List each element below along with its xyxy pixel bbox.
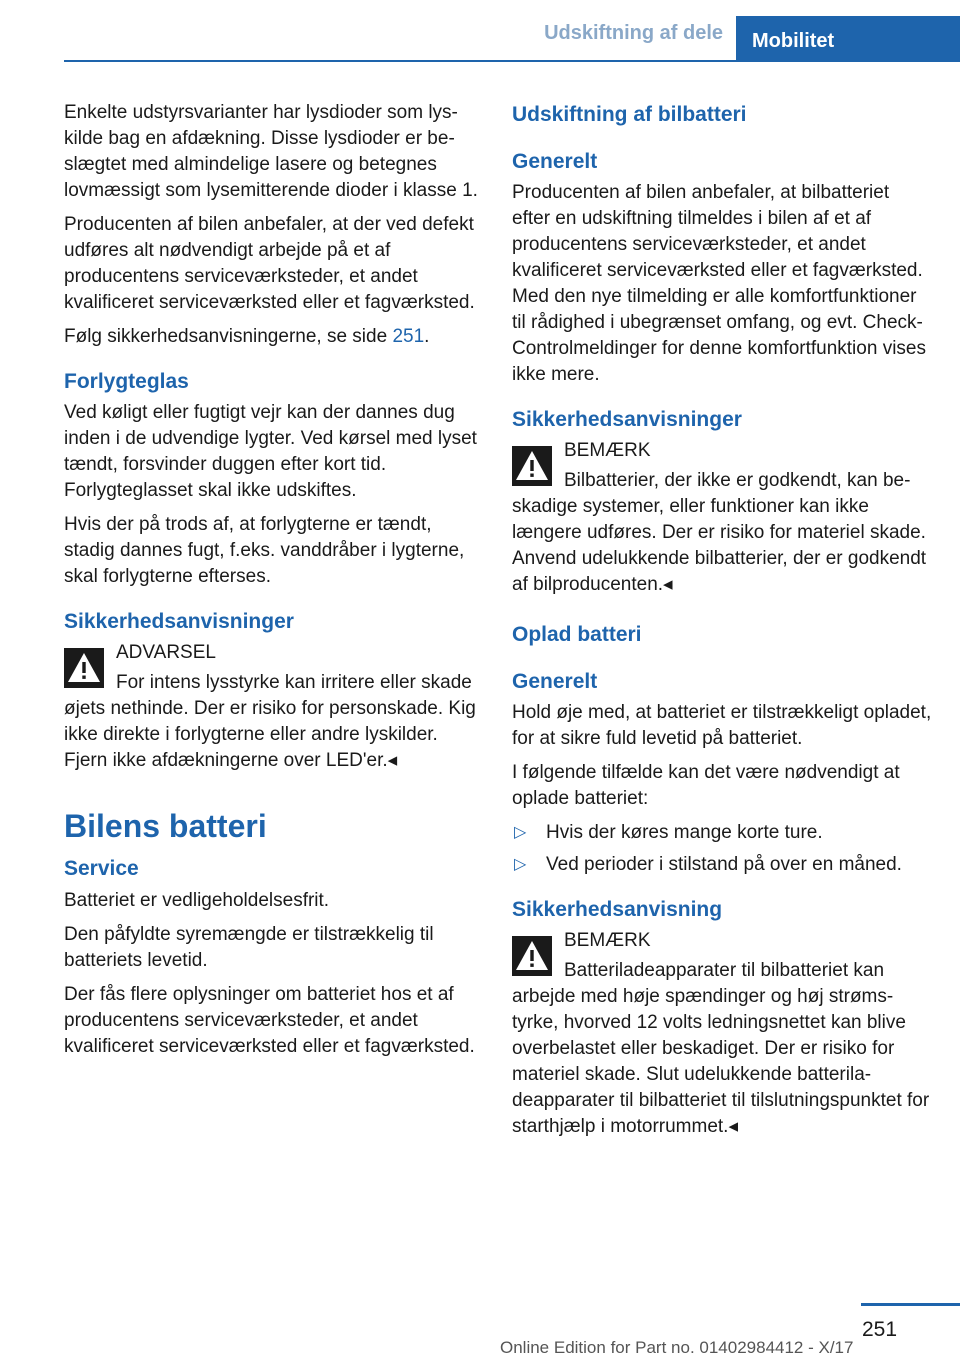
notice-box: [512, 928, 932, 1140]
warning-text: For intens lysstyrke kan irritere eller skade øjets nethinde. Der er risiko for personskade. Kig ikke direkte i forlygterne eller andre lyskilder. Fjern ikke afdækningerne over LED'er.◂: [64, 672, 476, 771]
subheading-service: Service: [64, 857, 139, 880]
page-number: 251: [862, 1318, 898, 1341]
paragraph: Hvis der på trods af, at forlygterne er tændt, stadig dannes fugt, f.eks. vanddråber i lygterne, skal forlygterne efterses.: [64, 514, 465, 587]
paragraph: Batteriet er vedligeholdelsesfrit.: [64, 890, 330, 911]
subheading-general: Generelt: [512, 150, 598, 173]
paragraph: Hold øje med, at batteriet er tilstrækkeligt opladet, for at sikre fuld levetid på batteriet.: [512, 702, 932, 749]
paragraph: Producenten af bilen anbefaler, at bilbatteriet efter en udskiftning tilmeldes i bilen af et af producentens serviceværksteder, et andet kvalificeret serviceværksted eller et fagværksted. Med den nye tilmelding er alle komfortfunktioner til rådighed i ubegrænset omfang, og evt. Check-Controlmeldinger for denne komfortfunktion vises ikke mere.: [512, 182, 926, 385]
triangle-bullet-icon: ▷: [514, 824, 527, 841]
notice-title: BEMÆRK: [564, 440, 651, 461]
header-section-title: Udskiftning af dele: [544, 22, 723, 44]
bullet-list: [512, 820, 932, 878]
page-header: [0, 0, 960, 62]
subheading-general: Generelt: [512, 670, 598, 693]
list-item: [512, 852, 932, 878]
heading-replace-battery: Udskiftning af bilbatteri: [512, 103, 747, 126]
page-reference-link[interactable]: 251: [392, 326, 425, 347]
warning-triangle-icon: [64, 648, 104, 688]
list-item-text: Hvis der køres mange korte ture.: [546, 822, 823, 843]
left-column: [64, 100, 478, 1068]
warning-title: ADVARSEL: [116, 642, 216, 663]
paragraph-end: .: [424, 326, 430, 347]
warning-triangle-icon: [512, 936, 552, 976]
list-item-text: Ved perioder i stilstand på over en måned.: [546, 854, 902, 875]
right-column: [512, 100, 932, 1148]
paragraph: Ved køligt eller fugtigt vejr kan der dannes dug inden i de udvendige lygter. Ved kørsel med lyset tændt, forsvinder duggen efter kort tid. Forlygteglasset skal ikke udskiftes.: [64, 402, 477, 501]
subheading-safety: Sikkerhedsanvisninger: [512, 408, 742, 431]
subheading-forlygteglas: Forlygteglas: [64, 370, 189, 393]
subheading-safety: Sikkerhedsanvisninger: [64, 610, 294, 633]
edition-note: Online Edition for Part no. 01402984412 - X/17: [500, 1338, 854, 1357]
subheading-safety-single: Sikkerhedsanvisning: [512, 898, 723, 921]
notice-text: Bilbatterier, der ikke er godkendt, kan beskadige systemer, eller funktioner kan ikke længere udføres. Der er risiko for materiel skade. Anvend udelukkende bilbatterier, der er godkendt af bilproducenten.◂: [512, 470, 927, 595]
paragraph: Producenten af bilen anbefaler, at der ved defekt udføres alt nødvendigt arbejde på et af producentens serviceværksteder, et andet kvalificeret serviceværksted eller et fagværksted.: [64, 214, 475, 313]
paragraph: Enkelte udstyrsvarianter har lysdioder som lyskilde bag en afdækning. Disse lysdioder er beslægtet med almindelige lasere og betegnes lovmæssigt som lysemitterende dioder i klasse 1.: [64, 102, 478, 201]
notice-title: BEMÆRK: [564, 930, 651, 951]
heading-charge-battery: Oplad batteri: [512, 623, 642, 646]
header-rule: [64, 60, 960, 62]
footer-rule: [861, 1303, 960, 1306]
warning-triangle-icon: [512, 446, 552, 486]
paragraph-with-reference: [64, 324, 478, 350]
paragraph: I følgende tilfælde kan det være nødvendigt at oplade batteriet:: [512, 762, 900, 809]
warning-box: [64, 640, 478, 774]
header-chapter-tab: Mobilitet: [736, 16, 960, 60]
paragraph: Den påfyldte syremængde er tilstrækkelig til batteriets levetid.: [64, 924, 434, 971]
notice-box: [512, 438, 932, 598]
triangle-bullet-icon: ▷: [514, 856, 527, 873]
paragraph: Der fås flere oplysninger om batteriet hos et af producentens serviceværksteder, et andet kvalificeret serviceværksted eller et fagværksted.: [64, 984, 475, 1057]
section-heading-battery: Bilens batteri: [64, 808, 267, 844]
notice-text: Batteriladeapparater til bilbatteriet kan arbejde med høje spændinger og høj strømstyrke, hvorved 12 volts ledningsnettet kan blive overbelastet eller beskadiget. Der er risiko for materiel skade. Slut udelukkende batteriladeapparater til bilbatteriet til tilslutningspunktet for starthjælp i motorrummet.◂: [512, 960, 930, 1137]
list-item: [512, 820, 932, 846]
paragraph-text: Følg sikkerhedsanvisningerne, se side: [64, 326, 393, 347]
